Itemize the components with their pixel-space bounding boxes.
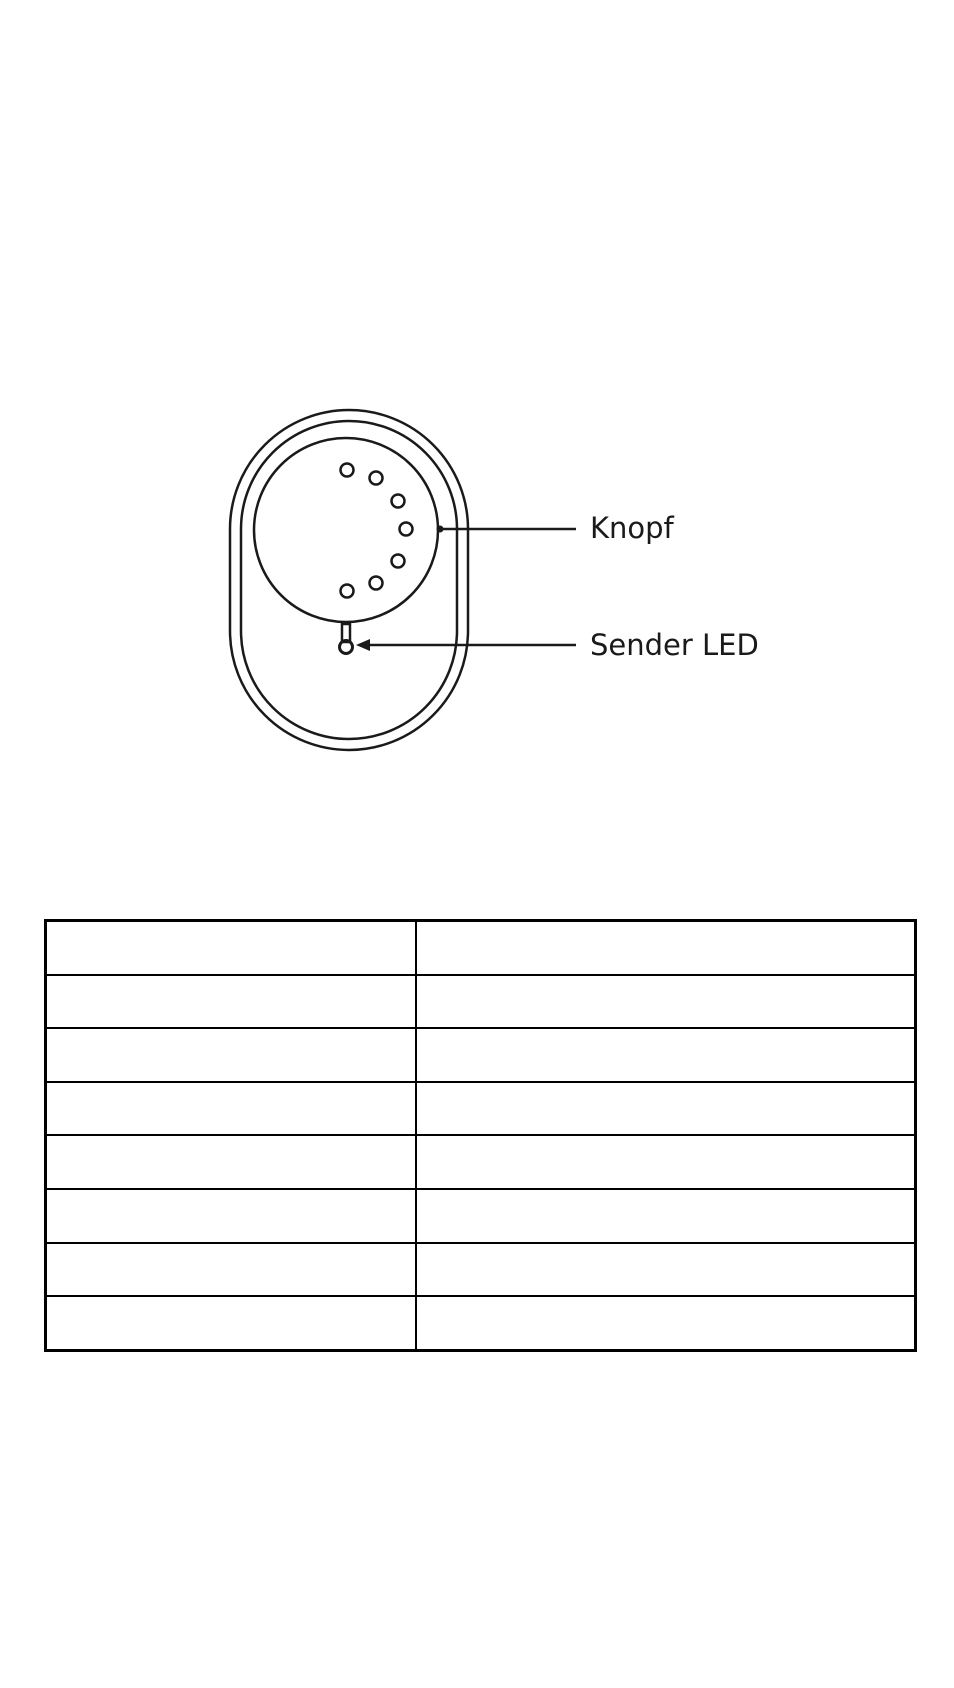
table-cell <box>46 975 416 1029</box>
table-cell <box>416 1082 916 1136</box>
indicator-dot <box>392 555 405 568</box>
table-row <box>46 1082 916 1136</box>
table-cell <box>46 1296 416 1350</box>
indicator-dots <box>341 464 413 598</box>
table-row <box>46 1028 916 1082</box>
device-diagram <box>0 0 954 800</box>
table-cell <box>46 1082 416 1136</box>
table-cell <box>46 1243 416 1297</box>
button-circle <box>254 438 438 622</box>
indicator-dot <box>370 577 383 590</box>
indicator-dot <box>341 464 354 477</box>
table-cell <box>46 1189 416 1243</box>
indicator-dot <box>341 585 354 598</box>
table-cell <box>416 1028 916 1082</box>
table-cell <box>46 921 416 975</box>
table-row <box>46 1296 916 1350</box>
button-callout-dot <box>437 526 444 533</box>
led-label: Sender LED <box>590 628 759 662</box>
led-callout-arrowhead <box>356 639 370 651</box>
table-cell <box>416 921 916 975</box>
indicator-dot <box>370 472 383 485</box>
indicator-dot <box>392 495 405 508</box>
table-row <box>46 1135 916 1189</box>
table-cell <box>416 1135 916 1189</box>
table-cell <box>416 1243 916 1297</box>
table-row <box>46 921 916 975</box>
table-cell <box>416 1189 916 1243</box>
table-row <box>46 1189 916 1243</box>
table-cell <box>416 1296 916 1350</box>
spec-table <box>44 919 917 1352</box>
table-cell <box>46 1135 416 1189</box>
indicator-dot <box>400 523 413 536</box>
spec-table-body <box>46 921 916 1351</box>
table-row <box>46 975 916 1029</box>
table-cell <box>46 1028 416 1082</box>
table-cell <box>416 975 916 1029</box>
button-label: Knopf <box>590 511 674 545</box>
table-row <box>46 1243 916 1297</box>
